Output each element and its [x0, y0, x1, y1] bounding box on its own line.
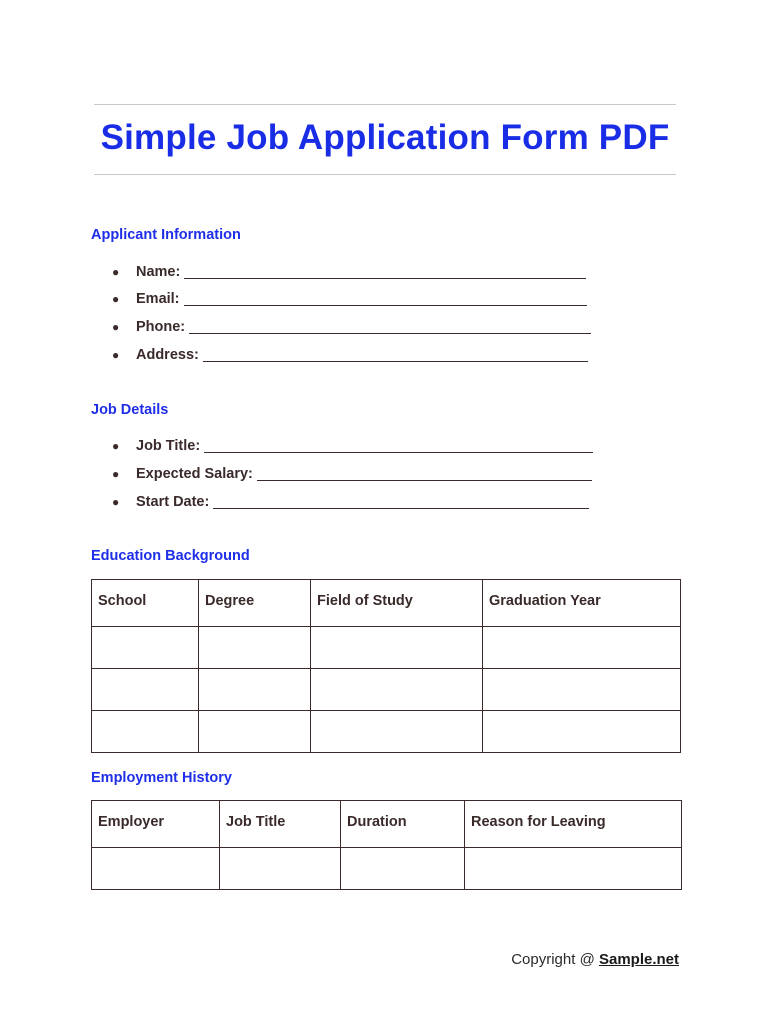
copyright-prefix: Copyright @ — [511, 951, 599, 968]
education-cell-graduation-year[interactable] — [483, 669, 681, 711]
applicant-information-heading: Applicant Information — [91, 227, 241, 243]
education-col-degree: Degree — [199, 580, 311, 627]
employment-cell-duration[interactable] — [341, 848, 465, 890]
address-input-line[interactable] — [203, 345, 588, 362]
education-cell-school[interactable] — [92, 711, 199, 753]
employment-cell-job-title[interactable] — [220, 848, 341, 890]
job-details-heading: Job Details — [91, 402, 169, 418]
page-title: Simple Job Application Form PDF — [100, 118, 670, 157]
address-field[interactable] — [112, 344, 588, 364]
bullet-dot-icon: ● — [112, 495, 120, 509]
education-header-row — [92, 580, 681, 627]
start-date-label: Start Date: — [136, 494, 210, 510]
bullet-dot-icon: ● — [112, 348, 120, 362]
bullet-dot-icon: ● — [112, 467, 120, 481]
employment-header-row — [92, 801, 682, 848]
education-background-heading: Education Background — [91, 548, 250, 564]
bullet-dot-icon: ● — [112, 292, 120, 306]
expected-salary-input-line[interactable] — [257, 464, 592, 481]
employment-col-duration: Duration — [341, 801, 465, 848]
expected-salary-label: Expected Salary: — [136, 466, 253, 482]
education-cell-degree[interactable] — [199, 669, 311, 711]
education-col-graduation-year: Graduation Year — [483, 580, 681, 627]
education-cell-school[interactable] — [92, 669, 199, 711]
education-cell-degree[interactable] — [199, 627, 311, 669]
education-cell-school[interactable] — [92, 627, 199, 669]
job-title-input-line[interactable] — [204, 436, 593, 453]
email-input-line[interactable] — [184, 289, 587, 306]
address-label: Address: — [136, 347, 199, 363]
phone-field[interactable] — [112, 316, 591, 336]
job-title-label: Job Title: — [136, 438, 201, 454]
table-row — [92, 848, 682, 890]
bullet-dot-icon: ● — [112, 439, 120, 453]
education-table — [91, 579, 681, 753]
table-row — [92, 669, 681, 711]
table-row — [92, 711, 681, 753]
employment-col-employer: Employer — [92, 801, 220, 848]
education-cell-field-of-study[interactable] — [311, 669, 483, 711]
job-title-field[interactable] — [112, 435, 593, 455]
education-cell-field-of-study[interactable] — [311, 711, 483, 753]
start-date-field[interactable] — [112, 491, 589, 511]
employment-cell-reason-for-leaving[interactable] — [465, 848, 682, 890]
email-label: Email: — [136, 291, 180, 307]
copyright-footer — [511, 951, 679, 968]
education-cell-graduation-year[interactable] — [483, 711, 681, 753]
education-col-school: School — [92, 580, 199, 627]
education-cell-degree[interactable] — [199, 711, 311, 753]
start-date-input-line[interactable] — [213, 492, 589, 509]
education-cell-graduation-year[interactable] — [483, 627, 681, 669]
expected-salary-field[interactable] — [112, 463, 592, 483]
table-row — [92, 627, 681, 669]
education-col-field-of-study: Field of Study — [311, 580, 483, 627]
name-input-line[interactable] — [184, 262, 586, 279]
bullet-dot-icon: ● — [112, 265, 120, 279]
name-field[interactable] — [112, 261, 586, 281]
employment-col-job-title: Job Title — [220, 801, 341, 848]
employment-table — [91, 800, 682, 890]
top-divider — [94, 104, 676, 105]
bullet-dot-icon: ● — [112, 320, 120, 334]
name-label: Name: — [136, 264, 181, 280]
phone-label: Phone: — [136, 319, 186, 335]
employment-history-heading: Employment History — [91, 770, 232, 786]
title-divider — [94, 174, 676, 175]
email-field[interactable] — [112, 288, 587, 308]
employment-cell-employer[interactable] — [92, 848, 220, 890]
employment-col-reason-for-leaving: Reason for Leaving — [465, 801, 682, 848]
phone-input-line[interactable] — [189, 317, 591, 334]
education-cell-field-of-study[interactable] — [311, 627, 483, 669]
brand-link[interactable]: Sample.net — [598, 951, 679, 968]
